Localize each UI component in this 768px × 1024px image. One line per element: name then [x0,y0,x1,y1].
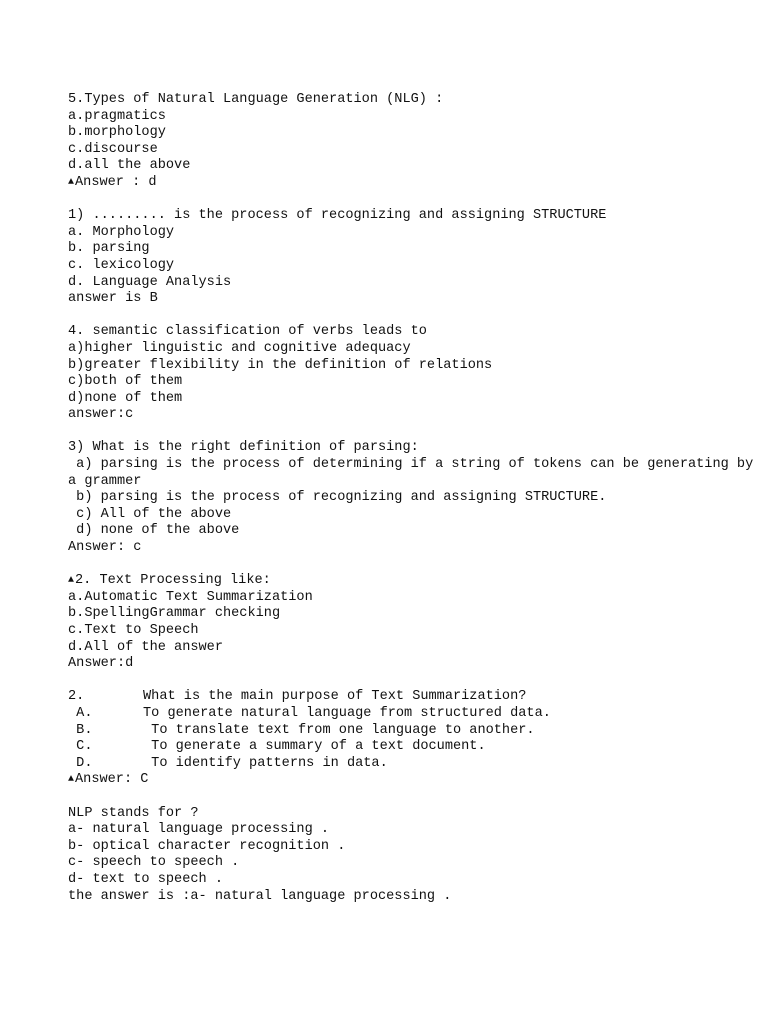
option-text: To generate natural language from structured data. [143,705,551,721]
question-block-text-processing [68,573,758,673]
option-a: a. Morphology [68,224,175,240]
option-c: c. lexicology [68,257,175,273]
answer-line [68,772,758,789]
quiz-document [68,92,762,905]
answer-text: answer:c [68,407,134,423]
option-b: b)greater flexibility in the definition of relations [68,357,493,373]
answer-text: answer is B [68,291,158,307]
option-b: b- optical character recognition . [68,838,346,854]
option-c: c- speech to speech . [68,855,240,871]
option-b: b. parsing [68,241,150,257]
option-d: d- text to speech . [68,871,223,887]
option-a: a)higher linguistic and cognitive adequacy [68,340,411,356]
question-text: What is the main purpose of Text Summarization? [143,689,527,705]
option-d: d) none of the above [68,523,240,539]
option-letter: A. [68,705,93,721]
up-arrowhead-icon: ▲ [68,176,75,188]
question-block-semantic-classification [68,324,758,424]
option-b [68,723,758,740]
option-a: a.Automatic Text Summarization [68,589,313,605]
option-d [68,756,758,773]
up-arrowhead-icon: ▲ [68,774,75,786]
option-letter: C. [68,739,93,755]
option-letter: D. [68,755,93,771]
answer-text: Answer: c [68,540,142,556]
option-text: To generate a summary of a text document. [143,739,486,755]
question-line [68,573,758,590]
question-text: NLP stands for ? [68,805,199,821]
option-d: d)none of them [68,390,183,406]
option-c: c.Text to Speech [68,623,199,638]
answer-text: Answer:d [68,656,134,672]
option-c: c)both of them [68,374,183,390]
option-d: d.all the above [68,158,191,174]
question-number: 2. [68,689,85,705]
option-d: d.All of the answer [68,639,223,655]
question-row [68,689,758,706]
option-a: a.pragmatics [68,108,166,124]
option-a [68,706,758,723]
option-b: b.morphology [68,125,166,141]
option-a: a- natural language processing . [68,822,330,838]
option-c: c.discourse [68,141,158,157]
option-c [68,739,758,756]
option-c: c) All of the above [68,506,232,522]
option-d: d. Language Analysis [68,274,232,290]
question-block-text-summarization [68,689,758,789]
option-b: b) parsing is the process of recognizing and assigning STRUCTURE. [68,490,607,506]
answer-line [68,175,758,192]
option-text: To identify patterns in data. [143,755,388,771]
option-a: a) parsing is the process of determining if a string of tokens can be generating by a grammer [68,457,762,489]
question-text: 4. semantic classification of verbs leads to [68,324,427,340]
question-block-nlg-types [68,92,758,192]
question-block-nlp-stands-for [68,806,758,906]
answer-text: Answer : d [75,174,157,190]
question-text: 2. Text Processing like: [75,573,271,589]
question-text: 1) ......... is the process of recognizing and assigning STRUCTURE [68,208,607,224]
question-block-structure [68,208,758,308]
answer-text: the answer is :a- natural language processing . [68,888,452,904]
up-arrowhead-icon: ▲ [68,575,75,587]
option-text: To translate text from one language to another. [143,722,535,738]
option-b: b.SpellingGrammar checking [68,606,281,622]
question-text: 5.Types of Natural Language Generation (NLG) : [68,92,444,107]
answer-text: Answer: C [75,772,149,788]
question-text: 3) What is the right definition of parsing: [68,440,419,456]
option-letter: B. [68,722,93,738]
question-block-parsing-definition [68,440,762,556]
